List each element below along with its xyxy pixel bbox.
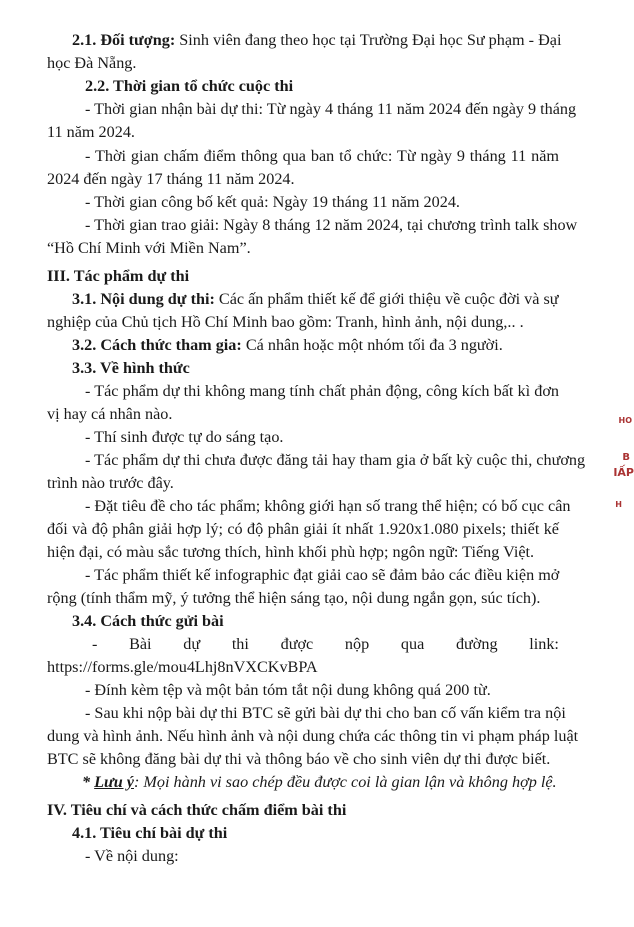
form-1-line-b: vị hay cá nhân nào. (47, 405, 173, 423)
note-line (82, 772, 557, 792)
note-label: Lưu ý (94, 773, 134, 791)
heading-4-1: 4.1. Tiêu chí bài dự thi (72, 824, 228, 842)
heading-3-1-label: 3.1. Nội dung dự thi: (72, 290, 215, 308)
submit-line-3c: BTC sẽ không đăng bài dự thi và thông báo về cho sinh viên dự thi được biết. (47, 750, 551, 768)
paragraph-2-1 (72, 30, 562, 50)
form-5-line-b: rộng (tính thẩm mỹ, ý tưởng thể hiện sáng tạo, nội dung ngắn gọn, súc tích). (47, 589, 541, 607)
submit-word: thi (231, 635, 249, 653)
form-4-line-b: đối và độ phân giải hợp lý; có độ phân giải ít nhất 1.920x1.080 pixels; thiết kế (47, 520, 559, 538)
submission-link[interactable]: https://forms.gle/mou4Lhj8nVXCKvBPA (47, 658, 318, 676)
form-4-line-a: - Đặt tiêu đề cho tác phẩm; không giới hạn số trang thể hiện; có bố cục cân (85, 497, 571, 515)
submit-line-3a: - Sau khi nộp bài dự thi BTC sẽ gửi bài dự thi cho ban cố vấn kiểm tra nội (85, 704, 566, 722)
submit-word: - (92, 635, 98, 653)
form-3-line-a: - Tác phẩm dự thi chưa được đăng tải hay tham gia ở bất kỳ cuộc thi, chương (85, 451, 586, 469)
submit-word: Bài (129, 635, 152, 653)
submit-line-1 (92, 634, 559, 654)
submit-line-2: - Đính kèm tệp và một bản tóm tắt nội dung không quá 200 từ. (85, 681, 491, 699)
submit-word: link: (529, 635, 559, 653)
time-3-line: - Thời gian công bố kết quả: Ngày 19 tháng 11 năm 2024. (85, 193, 460, 211)
time-4-line-b: “Hồ Chí Minh với Miền Nam”. (47, 239, 251, 257)
margin-mark: H (615, 500, 622, 509)
time-2-line-b: 2024 đến ngày 17 tháng 11 năm 2024. (47, 170, 295, 188)
heading-3-3: 3.3. Về hình thức (72, 359, 190, 377)
submit-word: qua (400, 635, 425, 653)
submit-word: đường (455, 635, 498, 653)
margin-mark: HO (618, 416, 632, 425)
margin-mark: IẤP (613, 466, 634, 479)
content-label: - Về nội dung: (85, 847, 179, 865)
paragraph-2-1-text: Sinh viên đang theo học tại Trường Đại học Sư phạm - Đại (175, 31, 562, 49)
paragraph-2-1-cont: học Đà Nẵng. (47, 54, 137, 72)
form-5-line-a: - Tác phẩm thiết kế infographic đạt giải cao sẽ đảm bảo các điều kiện mở (85, 566, 560, 584)
submit-word: dự (183, 635, 201, 653)
submit-word: nộp (344, 635, 370, 653)
form-3-line-b: trình nào trước đây. (47, 474, 174, 492)
heading-2-2: 2.2. Thời gian tổ chức cuộc thi (85, 77, 294, 95)
margin-mark: B (622, 452, 630, 463)
paragraph-3-2 (72, 335, 503, 355)
form-2-line: - Thí sinh được tự do sáng tạo. (85, 428, 284, 446)
heading-section-3: III. Tác phẩm dự thi (47, 267, 190, 285)
heading-3-4: 3.4. Cách thức gửi bài (72, 612, 224, 630)
time-1-line-b: 11 năm 2024. (47, 123, 135, 141)
time-2-line-a: - Thời gian chấm điểm thông qua ban tổ chức: Từ ngày 9 tháng 11 năm (85, 147, 559, 165)
time-4-line-a: - Thời gian trao giải: Ngày 8 tháng 12 năm 2024, tại chương trình talk show (85, 216, 578, 234)
note-text: : Mọi hành vi sao chép đều được coi là gian lận và không hợp lệ. (133, 773, 557, 791)
paragraph-3-2-text: Cá nhân hoặc một nhóm tối đa 3 người. (241, 336, 503, 354)
form-4-line-c: hiện đại, có màu sắc tương thích, hình khối phù hợp; ngôn ngữ: Tiếng Việt. (47, 543, 535, 561)
submit-word: được (280, 635, 314, 653)
paragraph-3-1-text: Các ấn phẩm thiết kế để giới thiệu về cuộc đời và sự (214, 290, 559, 308)
heading-3-2-label: 3.2. Cách thức tham gia: (72, 336, 242, 354)
submit-line-3b: dung và hình ảnh. Nếu hình ảnh và nội dung chứa các thông tin vi phạm pháp luật (47, 727, 579, 745)
note-star: * (82, 773, 95, 791)
paragraph-3-1-cont: nghiệp của Chủ tịch Hồ Chí Minh bao gồm: Tranh, hình ảnh, nội dung,.. . (47, 313, 524, 331)
heading-section-4: IV. Tiêu chí và cách thức chấm điểm bài thi (47, 801, 347, 819)
heading-2-1-label: 2.1. Đối tượng: (72, 31, 176, 49)
time-1-line-a: - Thời gian nhận bài dự thi: Từ ngày 4 tháng 11 năm 2024 đến ngày 9 tháng (85, 100, 577, 118)
paragraph-3-1 (72, 289, 558, 309)
form-1-line-a: - Tác phẩm dự thi không mang tính chất phản động, công kích bất kì đơn (85, 382, 559, 400)
